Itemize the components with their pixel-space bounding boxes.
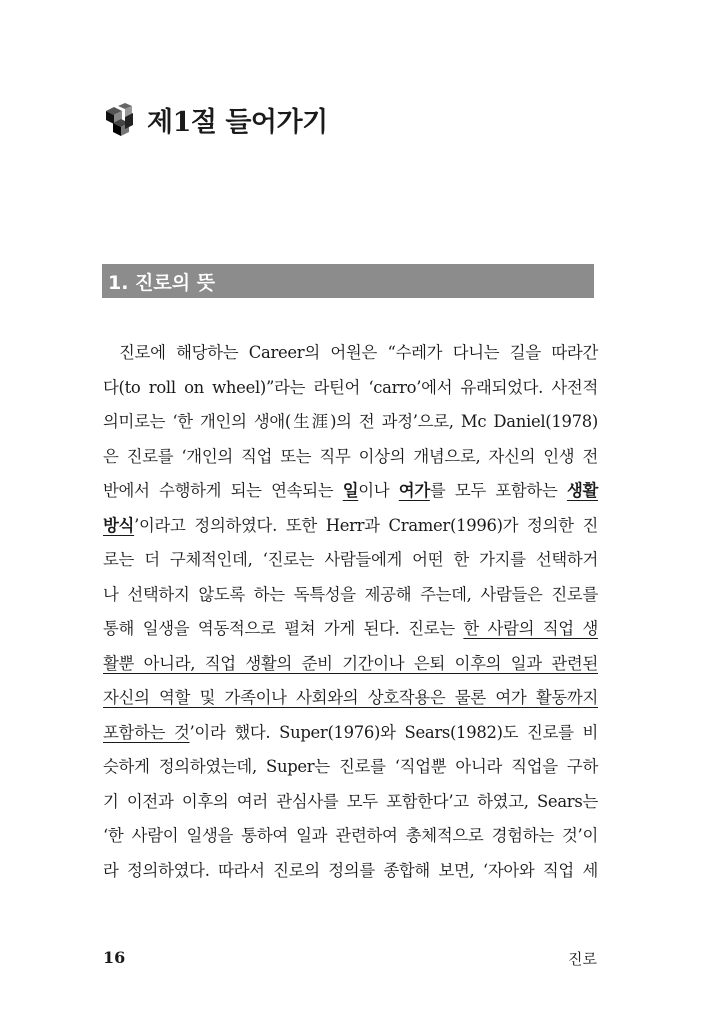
body-text — [103, 336, 598, 888]
text-run: 반에서 수행하게 되는 연속되는 — [103, 481, 343, 500]
paragraph-line: ‘한 사람이 일생을 통하여 일과 관련하여 총체적으로 경험하는 것’이 — [103, 826, 598, 845]
paragraph-line — [103, 716, 598, 751]
emphasis-text: 방식 — [103, 515, 135, 535]
page-number: 16 — [103, 948, 126, 967]
section-header — [102, 264, 594, 298]
text-run: 통해 일생을 역동적으로 펼쳐 가게 된다. 진로는 — [103, 619, 464, 638]
paragraph-line: 진로에 해당하는 Career의 어원은 “수레가 다니는 길을 따라간 — [119, 343, 598, 362]
underlined-text: 활뿐 아니라, 직업 생활의 준비 기간이나 은퇴 이후의 일과 관련된 — [103, 653, 598, 673]
text-run: ’이라 했다. Super(1976)와 Sears(1982)도 진로를 비 — [189, 722, 599, 742]
cube-stack-icon — [103, 103, 137, 137]
paragraph-line — [103, 647, 598, 682]
running-title: 진로 — [568, 950, 597, 968]
paragraph-line: 기 이전과 이후의 여러 관심사를 모두 포함한다’고 하였고, Sears는 — [103, 791, 598, 811]
chapter-heading — [103, 100, 328, 139]
paragraph-line: 나 선택하지 않도록 하는 독특성을 제공해 주는데, 사람들은 진로를 — [103, 584, 598, 604]
paragraph-line — [103, 612, 598, 647]
emphasis-text: 여가 — [398, 481, 430, 500]
text-run: ’이라고 정의하였다. 또한 Herr과 Cramer(1996)가 정의한 진 — [134, 515, 598, 535]
paragraph-line: 의미로는 ‘한 개인의 생애(生涯)의 전 과정’으로, Mc Daniel(1978) — [103, 412, 598, 431]
chapter-title: 제1절 들어가기 — [147, 107, 328, 138]
paragraph-line — [103, 681, 598, 716]
section-title: 1. 진로의 뜻 — [108, 271, 216, 294]
text-run: 를 모두 포함하는 — [429, 481, 567, 500]
emphasis-text: 일 — [342, 481, 359, 500]
paragraph-line: 라 정의하였다. 따라서 진로의 정의를 종합해 보면, ‘자아와 직업 세 — [103, 860, 598, 880]
underlined-text: 포함하는 것 — [103, 722, 190, 742]
text-run: 이나 — [358, 481, 399, 500]
paragraph-line: 다(to roll on wheel)”라는 라틴어 ‘carro’에서 유래되었다. 사전적 — [103, 377, 598, 397]
paragraph-line: 로는 더 구체적인데, ‘진로는 사람들에게 어떤 한 가지를 선택하거 — [103, 550, 598, 569]
paragraph-line: 슷하게 정의하였는데, Super는 진로를 ‘직업뿐 아니라 직업을 구하 — [103, 757, 598, 776]
emphasis-text: 생활 — [566, 481, 599, 500]
paragraph-line: 은 진로를 ‘개인의 직업 또는 직무 이상의 개념으로, 자신의 인생 전 — [103, 446, 598, 466]
underlined-text: 한 사람의 직업 생 — [463, 619, 598, 638]
paragraph-line — [103, 509, 598, 544]
underlined-text: 자신의 역할 및 가족이나 사회와의 상호작용은 물론 여가 활동까지 — [103, 688, 598, 707]
paragraph-line — [103, 474, 598, 509]
